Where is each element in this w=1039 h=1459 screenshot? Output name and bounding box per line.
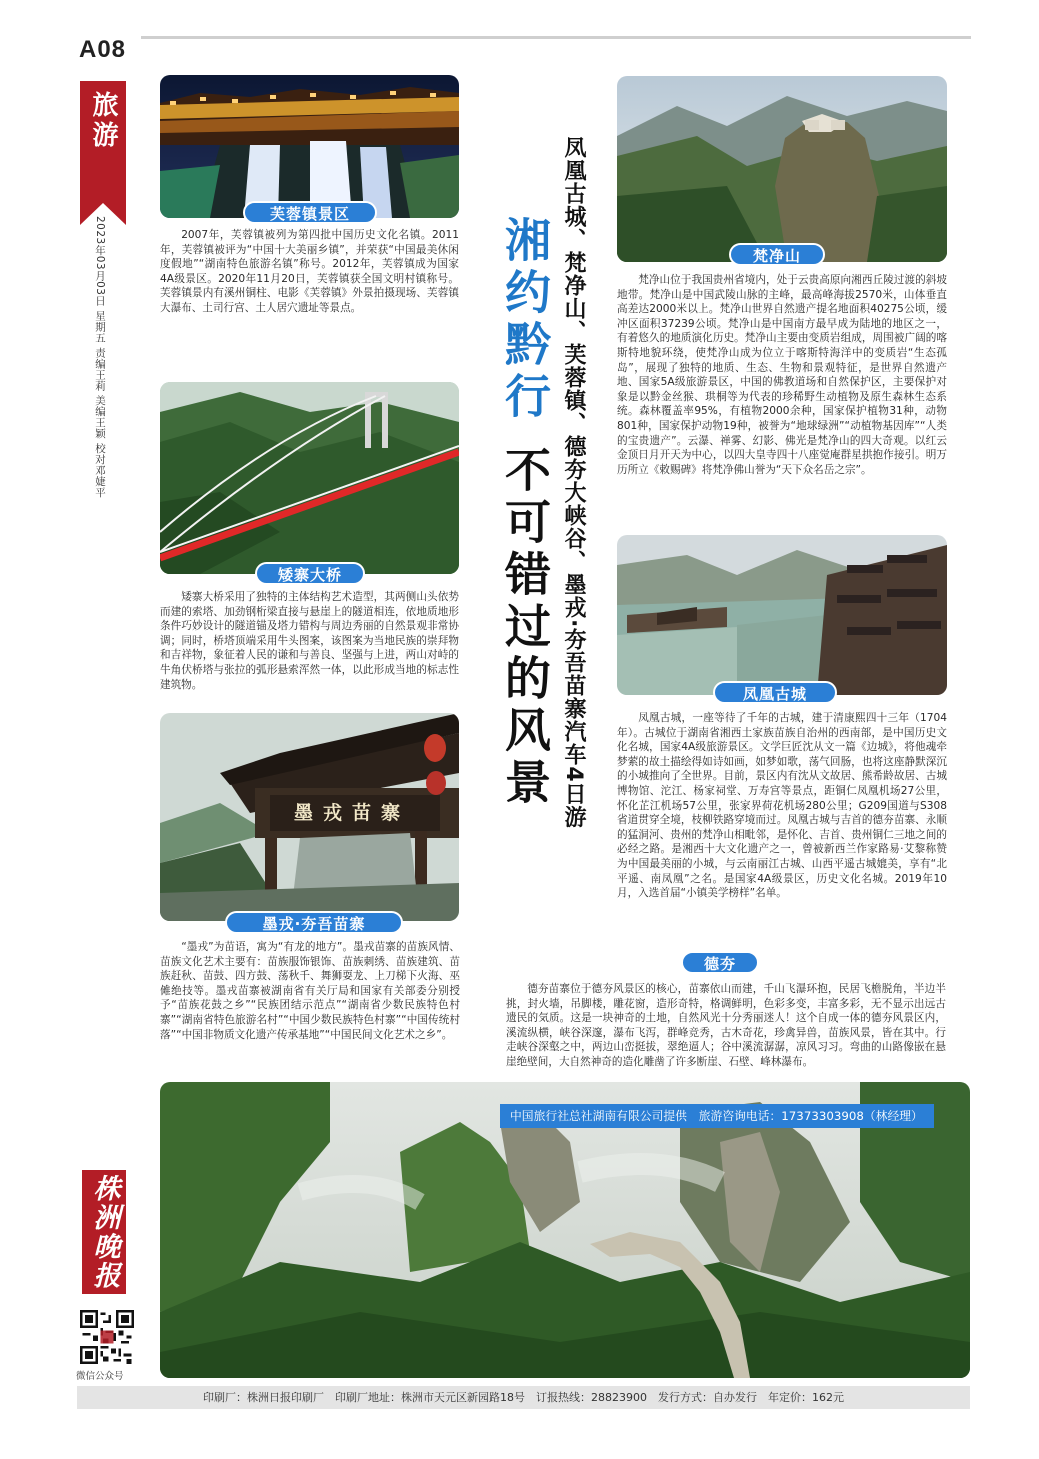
sponsor-bar-overlay [500, 1104, 934, 1128]
logo-text: 株洲晚报 [88, 1174, 120, 1290]
sponsor-hotline-overlay: 旅游咨询电话：17373303908（林经理） [698, 1109, 923, 1123]
qr-code-icon [80, 1310, 134, 1364]
text-fanjingshan: 梵净山位于我国贵州省境内，处于云贵高原向湘西丘陵过渡的斜坡地带。梵净山是中国武陵山脉的主峰，最高峰海拔2570米，山体垂直高差达2000米以上。梵净山世界自然遗产提名地面积40275公顷，缓冲区面积37239公顷。梵净山是中国南方最早成为陆地的地区之一，有着悠久的地质演化历史。梵净山主要由变质岩组成，周围被广阔的喀斯特地貌环绕，使梵净山成为位立于喀斯特海洋中的变质岩“生态孤岛”，展现了独特的地质、生态、生物和景观特征，是世界自然遗产地、国家5A级旅游景区，中国的佛教道场和自然保护区，主要保护对象是以黔金丝猴、珙桐等为代表的珍稀野生动植物及原生森林生态系统。森林覆盖率95%，有植物2000余种，国家保护植物31种，动物801种，国家保护动物19种，被誉为“地球绿洲”“动植物基因库”“人类的宝贵遗产”。云瀑、禅雾、幻影、佛光是梵净山的四大奇观。以红云金顶日月开天为中心，以四大皇寺四十八座觉庵群星拱抱作接引。明万历所立《敕赐碑》将梵净佛山誉为“天下众名岳之宗”。 [617, 274, 947, 476]
label-fanjingshan: 梵净山 [729, 243, 825, 266]
label-aizhai-bridge: 矮寨大桥 [255, 562, 365, 585]
page-code: A08 [79, 36, 127, 63]
section-tag [80, 81, 126, 203]
label-dehang: 德夯 [681, 951, 759, 974]
date-line: 2023年03月03日 星期五 责编王莉 美编王颖 校对邓婕平 [94, 216, 106, 498]
headline-main-black: 不可错过的风景 [498, 446, 552, 811]
label-furongzhen: 芙蓉镇景区 [243, 201, 377, 224]
label-morong-miaozhai: 墨戎·夯吾苗寨 [225, 911, 403, 934]
text-furongzhen: 2007年，芙蓉镇被列为第四批中国历史文化名镇。2011年，芙蓉镇被评为“中国十大美丽乡镇”，并荣获“中国最美休闲度假地”“湖南特色旅游名镇”称号。2012年，芙蓉镇成为国家4A级景区。2020年11月20日，芙蓉镇获全国文明村镇称号。芙蓉镇景内有溪州铜柱、电影《芙蓉镇》外景拍摄现场、芙蓉镇大瀑布、土司行宫、土人居穴遗址等景点。 [160, 229, 459, 314]
newspaper-logo [82, 1170, 126, 1294]
text-aizhai-bridge: 矮寨大桥采用了独特的主体结构艺术造型，其两侧山头依势而建的索塔、加劲钢桁梁直接与悬崖上的隧道相连，依地质地形条件巧妙设计的隧道锚及塔力错构与周边秀丽的自然景观非常协调；同时，桥塔顶端采用牛头图案，该图案为当地民族的崇拜物和吉祥物，象征着人民的谦和与善良、坚强与上进，两山对峙的牛角伏桥塔与张拉的弧形悬索浑然一体，以此形成当地的标志性建筑物。 [160, 591, 459, 691]
qr-label: 微信公众号 [76, 1371, 124, 1382]
text-morong-miaozhai: “墨戎”为苗语，寓为“有龙的地方”。墨戎苗寨的苗族风情、苗族文化艺术主要有：苗族服饰银饰、苗族刺绣、苗族建筑、苗族赶秋、苗鼓、四方鼓、荡秋千、舞狮耍龙、上刀梯下火海、巫傩绝技等。墨戎苗寨被湖南省有关厅局和国家有关部委分别授予“苗族花鼓之乡”“民族团结示范点”“湖南省少数民族特色村寨”“湖南省特色旅游名村”“中国少数民族特色村寨”“中国传统村落”“中国非物质文化遗产传承基地”“中国民间文化艺术之乡”。 [160, 941, 460, 1041]
label-fenghuang: 凤凰古城 [713, 681, 837, 704]
photo-fenghuang [617, 535, 947, 695]
headline-subtitle: 凤凰古城、梵净山、芙蓉镇、德夯大峡谷、墨戎·夯吾苗寨汽车4日游 [561, 136, 586, 829]
photo-fanjingshan [617, 76, 947, 262]
photo-furongzhen [160, 75, 459, 218]
text-dehang: 德夯苗寨位于德夯风景区的核心，苗寨依山而建，千山飞瀑环抱，民居飞檐脱角，半边半挑，封火墙，吊脚楼，雕花窗，造形奇特，格调鲜明，色彩多变，丰富多彩，无不显示出远古遗民的気质。这是一块神奇的土地，自然风光十分秀丽迷人！这个自成一体的德夯风景区内，溪流纵横，峡谷深邃，瀑布飞泻，群峰竞秀，古木奇花，珍禽异兽，苗族风景，皆在其中。行走峡谷深壑之中，两边山峦挺拔，翠绝逼人；谷中溪流潺潺，凉风习习。弯曲的山路像嵌在悬崖绝壁间，大自然神奇的造化雕凿了许多断崖、石壁、峰林瀑布。 [506, 983, 946, 1068]
photo-morong-miaozhai [160, 713, 459, 921]
headline-main [497, 216, 553, 810]
sign-morong: 墨戎苗寨 [293, 802, 410, 824]
footer-imprint: 印刷厂：株洲日报印刷厂 印刷厂地址：株洲市天元区新园路18号 订报热线：28823900 发行方式：自办发行 年定价：162元 [77, 1386, 970, 1409]
photo-aizhai-bridge [160, 382, 459, 574]
headline-main-blue: 湘约黔行 [498, 216, 552, 424]
section-label: 旅游 [88, 91, 118, 151]
sponsor-provider-overlay: 中国旅行社总社湖南有限公司提供 [510, 1109, 687, 1123]
top-rule [141, 36, 971, 39]
text-fenghuang: 凤凰古城，一座等待了千年的古城，建于清康熙四十三年（1704年）。古城位于湖南省湘西土家族苗族自治州的西南部，是中国历史文化名城，国家4A级旅游景区。文学巨匠沈从文一篇《边城》，将他魂牵梦萦的故土描绘得如诗如画，如梦如歌，荡气回肠，也将这座静默深沉的小城推向了全世界。目前，景区内有沈从文故居、熊希龄故居、古城博物馆、沱江、杨家祠堂、万寿宫等景点，距铜仁凤凰机场27公里，怀化芷江机场57公里，张家界荷花机场280公里；G209国道与S308省道贯穿全境，枝柳铁路穿境而过。凤凰古城与吉首的德夯苗寨、永顺的猛洞河、贵州的梵净山相毗邻，是怀化、吉首、贵州铜仁三地之间的必经之路。是湘西十大文化遗产之一，曾被新西兰作家路易·艾黎称赞为中国最美丽的小城，与云南丽江古城、山西平遥古城媲美，享有“北平遥、南凤凰”之名。是国家4A级景区，历史文化名城。2019年10月，入选首届“小镇美学榜样”名单。 [617, 712, 947, 900]
